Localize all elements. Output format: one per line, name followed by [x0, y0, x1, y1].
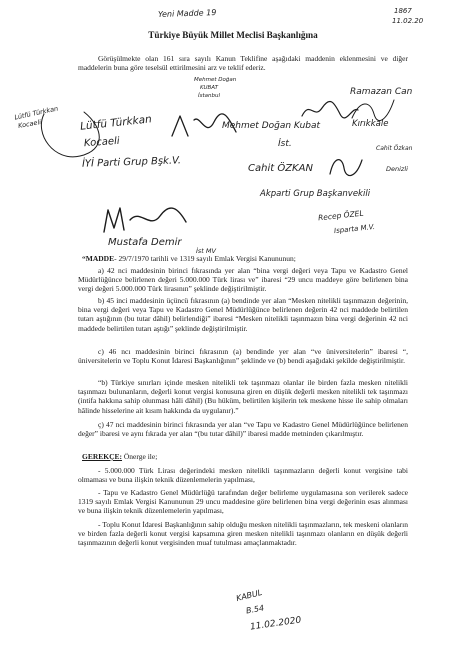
madde-heading	[78, 254, 408, 263]
handwritten-city-cahit: Denizli	[386, 165, 408, 173]
handwritten-number-top-right: 1867	[394, 7, 412, 15]
gerekce-intro: Önerge ile;	[122, 452, 158, 461]
madde-item-b: b) 45 inci maddesinin üçüncü fıkrasının (a) bendinde yer alan “Mesken nitelikli taşınmazın değerinin, bina vergi değeri veya Tapu ve Kadastro Genel Müdürlüğünce belirlenen değerin 42 nci maddede belirtilen tutarı aştığının (bu tutar dâhil) belirlendiği” ibaresi “Mesken nitelikli taşınmazın bina vergi değerinin 42 nci maddede belirtilen tutarı aştığı” şeklinde değiştirilmiştir.	[78, 296, 408, 333]
signature-scribble-3	[326, 154, 366, 180]
gerekce-item-2: - Tapu ve Kadastro Genel Müdürlüğü tarafından değer belirleme uygulamasına son verilerek sadece 1319 sayılı Emlak Vergisi Kanununun 29 uncu maddesine göre belirlenen bina vergi değerinin esas alınması ve buna ilişkin teknik düzenlemelerin yapılması,	[78, 488, 408, 516]
signature-circle-loop	[34, 104, 104, 164]
gerekce-item-3: - Toplu Konut İdaresi Başkanlığının sahip olduğu mesken nitelikli taşınmazların, tek meskeni olanların ve birden fazla değerli konut vergisi kapsamına giren mesken nitelikli taşınmazı olanların en düşük değerli taşınmazının değerli konut vergisinden muaf tutulması amaçlanmaktadır.	[78, 520, 408, 548]
handwritten-group-title: Akparti Grup Başkanvekili	[260, 189, 371, 199]
handwritten-sig-title-1: İYİ Parti Grup Bşk.V.	[81, 155, 182, 170]
madde-item-c: c) 46 ncı maddesinin birinci fıkrasının (a) bendinde yer alan “ve üniversitelerin” ibaresi “, üniversitelerin ve Toplu Konut İdaresi Başkanlığının” şeklinde ve (b) bendi aşağıdaki şekilde değiştirilmiştir.	[78, 347, 408, 366]
handwritten-surname-kubat: KUBAT	[200, 85, 219, 91]
madde-prefix: “MADDE	[82, 254, 115, 263]
handwritten-date-top-right: 11.02.20	[392, 17, 424, 25]
handwritten-city-mustafa: İst MV	[196, 247, 216, 255]
handwritten-note-top: Yeni Madde 19	[157, 7, 217, 20]
signature-scribble-5	[350, 96, 396, 122]
madde-text: - 29/7/1970 tarihli ve 1319 sayılı Emlak Vergisi Kanununun;	[114, 254, 296, 263]
gerekce-item-1: - 5.000.000 Türk Lirası değerindeki mesken nitelikli taşınmazların değerli konut vergisine tabi olmaması ve buna ilişkin teknik düzenlemelerin yapılması,	[78, 466, 408, 485]
madde-quote-b: “b) Türkiye sınırları içinde mesken nitelikli tek taşınmazı olanlar ile birden fazla mesken nitelikli taşınmazı bulunanların, değerli konut vergisi konusuna giren en düşük değerli mesken nitelikli tek taşınmazı (intifa hakkına sahip olunması hâli dâhil) (Bu hüküm, belirtilen kişilerin tek meskene hisse ile sahip olmaları hâlinde hisselerine ait kısım hakkında da uygulanır).”	[78, 378, 408, 415]
handwritten-name-mustafa: Mustafa Demir	[108, 237, 182, 248]
gerekce-label: GEREKÇE:	[82, 452, 123, 461]
handwritten-city-kubat: İstanbul	[198, 93, 221, 99]
handwritten-sig-city-2: İst.	[278, 139, 292, 149]
signature-scribble-4	[100, 204, 190, 238]
handwritten-kabul: KABUL	[235, 587, 264, 604]
handwritten-city-ramazan: Kırıkkale	[352, 119, 389, 129]
handwritten-name-cahit: Cahit Özkan	[376, 145, 413, 152]
handwritten-name-ramazan: Ramazan Can	[350, 87, 413, 97]
handwritten-sig-name-1: Lütfü Türkkan	[79, 113, 153, 133]
gerekce-heading	[78, 452, 408, 461]
madde-item-c-cedilla: ç) 47 nci maddesinin birinci fıkrasında yer alan “ve Tapu ve Kadastro Genel Müdürlüğünce belirlenen değer” ibaresi ve aynı fıkrada yer alan “(bu tutar dâhil)” ibaresi madde metninden çıkarılmıştır.	[78, 420, 408, 439]
handwritten-name-left: Lütfü Türkkan	[13, 104, 59, 122]
handwritten-session-number: B.54	[245, 603, 265, 616]
handwritten-name-recep: Recep ÖZEL	[317, 208, 364, 223]
handwritten-name-kubat: Mehmet Doğan	[194, 77, 237, 83]
handwritten-sig-city-1: Kocaeli	[83, 135, 120, 150]
handwritten-city-recep: Isparta M.V.	[333, 222, 376, 236]
handwritten-sig-name-2: Mehmet Doğan Kubat	[222, 121, 321, 131]
handwritten-date-bottom: 11.02.2020	[249, 615, 302, 633]
madde-item-a: a) 42 nci maddesinin birinci fıkrasında yer alan “bina vergi değeri veya Tapu ve Kadastro Genel Müdürlüğünce belirlenen değeri 5.000.000 Türk lirası ve” ibaresi “29 uncu maddeye göre belirlenen bina vergi değeri 5.000.000 Türk lirasının” şeklinde değiştirilmiştir.	[78, 266, 408, 294]
handwritten-sig-cahit: Cahit ÖZKAN	[248, 163, 313, 174]
signature-scribble-2	[170, 112, 240, 142]
document-title: Türkiye Büyük Millet Meclisi Başkanlığına	[148, 30, 318, 40]
handwritten-city-left: Kocaeli	[17, 118, 42, 130]
intro-paragraph: Görüşülmekte olan 161 sıra sayılı Kanun Teklifine aşağıdaki maddenin eklenmesini ve diğer maddelerin buna göre teselsül ettirilmesini arz ve teklif ederiz.	[78, 54, 408, 73]
